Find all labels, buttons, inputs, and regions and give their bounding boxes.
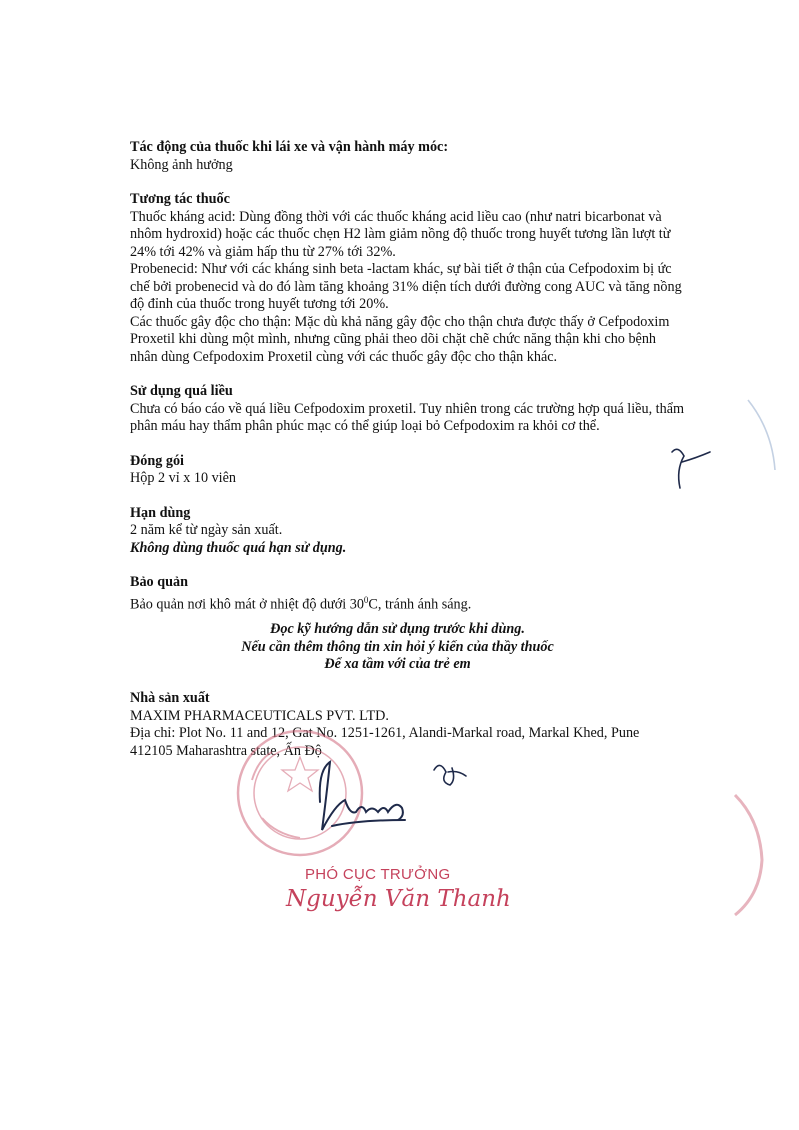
signature-title: PHÓ CỤC TRƯỞNG: [305, 866, 451, 883]
body-line: 412105 Maharashtra state, Ấn Độ: [130, 742, 322, 759]
section-heading: Tương tác thuốc: [130, 191, 230, 207]
partial-stamp-right-edge: [735, 400, 775, 915]
body-line: Không ảnh hưởng: [130, 156, 233, 173]
body-line: 2 năm kể từ ngày sản xuất.: [130, 522, 283, 538]
signature-name: Nguyễn Văn Thanh: [286, 886, 511, 912]
section-heading: Đóng gói: [130, 452, 184, 469]
body-line: nhôm hydroxid) hoặc các thuốc chẹn H2 làm giảm nồng độ thuốc trong huyết tương lần lượt từ: [130, 226, 671, 242]
section-heading: Tác động của thuốc khi lái xe và vận hành máy móc:: [130, 139, 449, 155]
body-line: phân máu hay thẩm phân phúc mạc có thể giúp loại bỏ Cefpodoxim ra khỏi cơ thể.: [130, 418, 600, 434]
body-line: Proxetil khi dùng một mình, nhưng cũng phải theo dõi chặt chẽ chức năng thận khi cho bệnh: [130, 331, 657, 347]
section-heading: Nhà sản xuất: [130, 690, 210, 706]
storage-text-end: C, tránh ánh sáng.: [368, 596, 472, 613]
body-line: chế bởi probenecid và do đó làm tăng khoảng 31% diện tích dưới đường cong AUC và tăng nồng: [130, 278, 682, 295]
note-line: Để xa tầm với của trẻ em: [324, 656, 471, 672]
body-line: 24% tới 42% và giảm hấp thu từ 27% tới 32%.: [130, 243, 396, 260]
section-heading: Hạn dùng: [130, 504, 191, 521]
body-line: Probenecid: Như với các kháng sinh beta -lactam khác, sự bài tiết ở thận của Cefpodoxim bị ức: [130, 261, 672, 277]
body-line: Địa chỉ: Plot No. 11 and 12, Gat No. 1251-1261, Alandi-Markal road, Markal Khed, Pune: [130, 725, 640, 741]
section-heading: Bảo quản: [130, 574, 188, 590]
body-line: Hộp 2 vỉ x 10 viên: [130, 470, 237, 486]
body-line: Thuốc kháng acid: Dùng đồng thời với các thuốc kháng acid liều cao (như natri bicarbonat và: [130, 208, 662, 225]
body-line: độ đỉnh của thuốc trong huyết tương tới 20%.: [130, 296, 389, 312]
body-line: Các thuốc gây độc cho thận: Mặc dù khả năng gây độc cho thận chưa được thấy ở Cefpodoxim: [130, 313, 670, 330]
handwritten-initials: [434, 449, 710, 785]
note-line: Nếu cần thêm thông tin xin hỏi ý kiến của thầy thuốc: [241, 638, 554, 655]
expiry-warning: Không dùng thuốc quá hạn sử dụng.: [130, 539, 347, 556]
note-line: Đọc kỹ hướng dẫn sử dụng trước khi dùng.: [270, 621, 525, 637]
section-heading: Sử dụng quá liều: [130, 383, 233, 399]
body-line: Chưa có báo cáo về quá liều Cefpodoxim proxetil. Tuy nhiên trong các trường hợp quá liều, thẩm: [130, 400, 685, 417]
storage-text: Bảo quản nơi khô mát ở nhiệt độ dưới 30: [130, 596, 364, 613]
degree-superscript: 0: [363, 594, 369, 605]
body-line: MAXIM PHARMACEUTICALS PVT. LTD.: [130, 707, 389, 724]
body-line: nhân dùng Cefpodoxim Proxetil cùng với các thuốc gây độc cho thận khác.: [130, 348, 558, 365]
official-stamp-seal: [238, 731, 362, 855]
